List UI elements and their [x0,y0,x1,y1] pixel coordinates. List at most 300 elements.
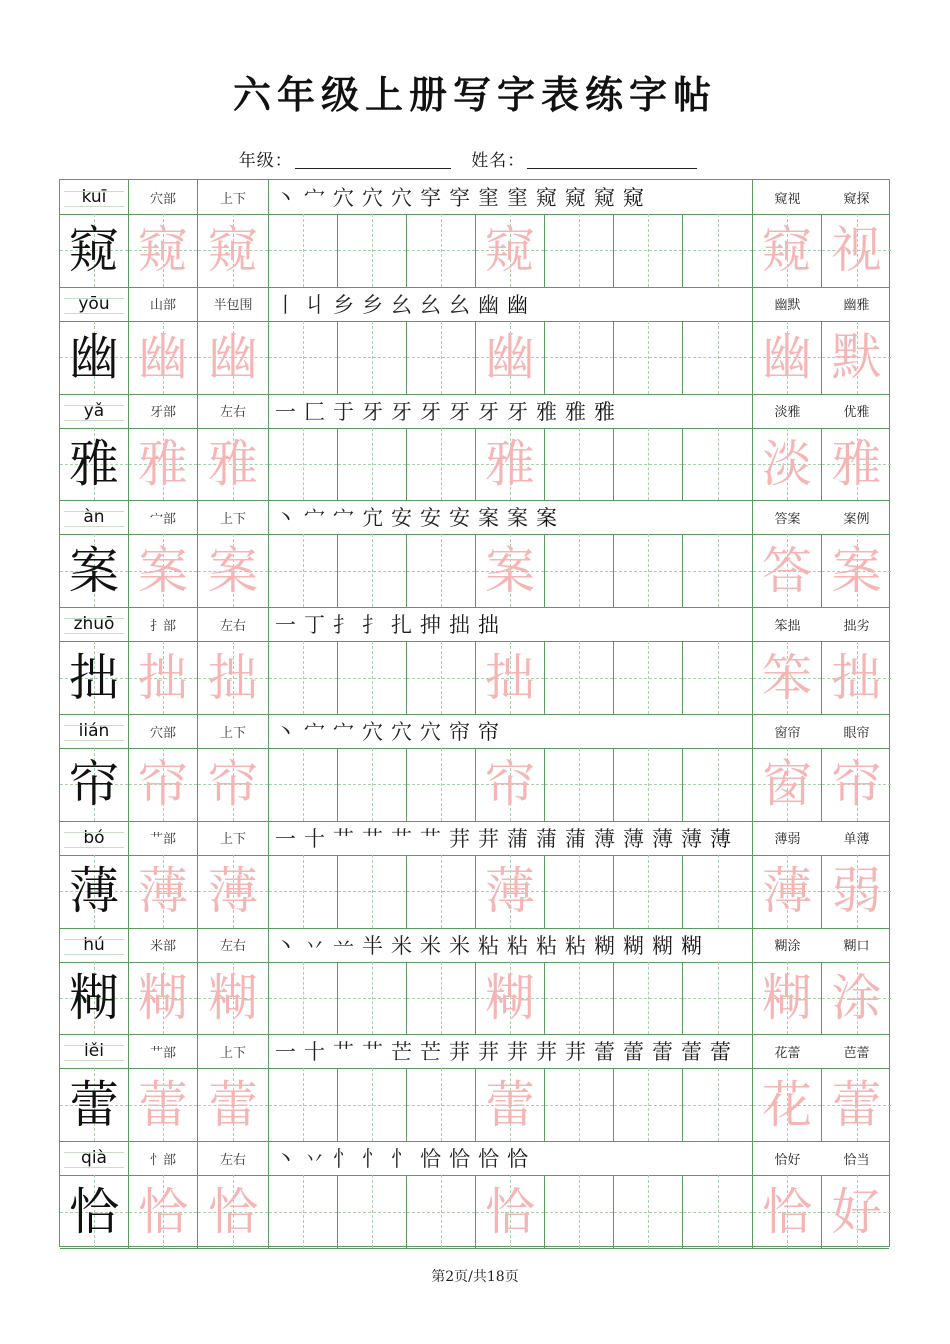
guide-line-v [441,1068,442,1141]
writing-box[interactable] [407,428,476,501]
guide-line-v [648,428,649,501]
writing-box[interactable] [338,321,407,394]
writing-box[interactable] [753,214,822,287]
model-character: 蕾 [69,1075,119,1134]
info-row [60,287,889,322]
trace-character: 帘 [208,755,258,814]
trace-character: 帘 [138,755,188,814]
radical-cell [129,607,198,641]
stroke-step: 恰 [478,1147,500,1172]
guide-line-v [441,1175,442,1248]
writing-box[interactable] [545,962,614,1035]
character-entry [60,928,889,1035]
structure-cell [198,180,269,214]
example-words [753,607,891,641]
writing-box[interactable] [822,855,891,928]
writing-box[interactable] [129,962,198,1035]
stroke-order [269,180,753,214]
writing-box[interactable] [407,1068,476,1141]
structure-cell [198,1141,269,1175]
writing-box[interactable] [198,1068,269,1141]
structure-cell-text: 左右 [219,939,246,955]
stroke-step: 茾 [507,1040,529,1065]
writing-box[interactable] [683,962,753,1035]
writing-box[interactable] [545,855,614,928]
guide-line-v [372,748,373,821]
writing-box[interactable] [545,534,614,607]
stroke-step: 蕾 [594,1040,616,1065]
writing-box[interactable] [269,534,338,607]
writing-box[interactable] [476,428,545,501]
writing-box[interactable] [129,214,198,287]
word-trace-character: 薄 [762,862,812,921]
writing-box[interactable] [198,748,269,821]
writing-box[interactable] [753,321,822,394]
pinyin-cell-text: zhuō [73,614,115,635]
info-row [60,500,889,535]
writing-box[interactable] [753,748,822,821]
stroke-step: 穴 [333,186,355,210]
word-trace-character: 窗 [762,755,812,814]
radical-cell-text: 牙部 [149,405,176,421]
writing-box[interactable] [614,214,683,287]
stroke-step: 一 [275,613,297,638]
stroke-step: 丁 [304,613,326,638]
stroke-step: 艹 [333,826,355,851]
guide-line-v [372,855,373,928]
writing-box[interactable] [407,641,476,714]
writing-box[interactable] [476,748,545,821]
stroke-step: 幺 [449,292,471,317]
writing-box[interactable] [476,1068,545,1141]
structure-cell [198,821,269,855]
writing-box[interactable] [683,321,753,394]
writing-box[interactable] [545,1175,614,1248]
trace-character: 薄 [485,862,535,921]
info-row [60,607,889,642]
stroke-step: 茾 [449,826,471,851]
pinyin-cell-text: àn [83,507,105,528]
stroke-step: 窥 [594,186,616,210]
writing-box[interactable] [129,321,198,394]
radical-cell [129,394,198,428]
writing-box[interactable] [198,321,269,394]
stroke-step: 窥 [623,186,645,210]
stroke-step: 一 [275,399,297,424]
writing-box[interactable] [60,855,129,928]
character-entry [60,500,889,607]
example-word: 糊涂 [774,939,801,955]
example-words [753,714,891,748]
stroke-step: 案 [507,506,529,531]
structure-cell-text: 上下 [219,511,246,527]
structure-cell-text: 上下 [219,1045,246,1061]
stroke-step: 扎 [391,613,413,638]
stroke-step: 丶 [275,720,297,744]
writing-box[interactable] [683,534,753,607]
trace-character: 幽 [208,328,258,387]
writing-box[interactable] [822,534,891,607]
guide-line-v [718,1068,719,1141]
stroke-step: 幽 [478,292,500,317]
writing-box[interactable] [683,855,753,928]
stroke-step: 安 [420,506,442,531]
pinyin-cell [60,287,129,321]
radical-cell [129,928,198,962]
writing-box[interactable] [614,1068,683,1141]
writing-grid [60,962,889,1036]
trace-character: 拙 [485,648,535,707]
stroke-step: 蕾 [652,1040,674,1065]
writing-grid [60,534,889,608]
guide-line-v [579,428,580,501]
writing-box[interactable] [407,748,476,821]
example-word: 单薄 [843,832,870,848]
writing-box[interactable] [269,748,338,821]
guide-line-v [579,321,580,394]
stroke-step: 薄 [623,826,645,851]
stroke-step: 宂 [362,506,384,531]
writing-box[interactable] [129,1068,198,1141]
word-trace-character: 蕾 [831,1075,882,1134]
stroke-step: 牙 [362,399,384,424]
trace-character: 蕾 [138,1075,188,1134]
writing-box[interactable] [614,428,683,501]
pinyin-cell [60,821,129,855]
guide-line-v [648,748,649,821]
guide-line-v [579,1068,580,1141]
guide-line-v [303,1175,304,1248]
pinyin-cell [60,607,129,641]
writing-box[interactable] [338,962,407,1035]
stroke-step: 窥 [536,186,558,210]
character-entry [60,394,889,501]
stroke-order [269,287,753,321]
guide-line-v [372,534,373,607]
info-row [60,1141,889,1176]
model-character: 恰 [69,1182,119,1241]
guide-line-v [372,428,373,501]
writing-box[interactable] [476,534,545,607]
writing-box[interactable] [129,748,198,821]
word-trace-character: 花 [762,1075,812,1134]
word-trace-character: 案 [831,541,882,600]
writing-box[interactable] [545,1068,614,1141]
model-character: 薄 [69,862,119,921]
word-trace-character: 雅 [831,434,882,493]
stroke-step: 穻 [449,186,471,210]
writing-box[interactable] [269,641,338,714]
stroke-step: 粘 [507,933,529,958]
writing-grid [60,428,889,502]
radical-cell-text: 扌部 [149,618,176,634]
writing-box[interactable] [129,428,198,501]
stroke-step: 拙 [449,613,471,638]
trace-character: 窥 [485,221,535,280]
example-words [753,1141,891,1175]
writing-box[interactable] [614,1175,683,1248]
student-fields [0,146,950,171]
stroke-step: 牙 [420,399,442,424]
stroke-step: 芒 [391,1040,413,1065]
writing-box[interactable] [407,534,476,607]
writing-box[interactable] [753,1068,822,1141]
guide-line-v [441,214,442,287]
pinyin-cell-text: bó [83,827,105,848]
radical-cell [129,1034,198,1068]
writing-box[interactable] [614,855,683,928]
stroke-step: 艹 [362,1040,384,1065]
stroke-order [269,607,753,641]
pinyin-cell [60,1141,129,1175]
info-row [60,180,889,215]
example-words [753,500,891,534]
stroke-step: 十 [304,1040,326,1065]
stroke-step: 茾 [449,1040,471,1065]
writing-box[interactable] [683,428,753,501]
stroke-step: 案 [536,506,558,531]
stroke-step: 粘 [536,933,558,958]
writing-box[interactable] [198,214,269,287]
trace-character: 雅 [485,434,535,493]
writing-box[interactable] [614,748,683,821]
writing-box[interactable] [60,1068,129,1141]
writing-box[interactable] [407,962,476,1035]
writing-box[interactable] [129,534,198,607]
stroke-step: 芒 [420,1040,442,1065]
trace-character: 帘 [485,755,535,814]
writing-box[interactable] [614,534,683,607]
writing-box[interactable] [822,214,891,287]
example-word: 案例 [843,511,870,527]
writing-box[interactable] [60,748,129,821]
writing-box[interactable] [822,428,891,501]
trace-character: 薄 [208,862,258,921]
writing-box[interactable] [683,1175,753,1248]
writing-box[interactable] [545,321,614,394]
stroke-step: 蕾 [681,1040,703,1065]
writing-box[interactable] [407,855,476,928]
writing-box[interactable] [753,1175,822,1248]
stroke-step: 乡 [333,292,355,317]
writing-box[interactable] [338,534,407,607]
guide-line-v [579,534,580,607]
writing-box[interactable] [476,641,545,714]
writing-box[interactable] [338,1068,407,1141]
word-trace-character: 窥 [762,221,812,280]
writing-box[interactable] [198,855,269,928]
writing-box[interactable] [198,428,269,501]
stroke-step: 忄 [362,1147,384,1172]
writing-box[interactable] [338,1175,407,1248]
stroke-step: 帘 [449,720,471,744]
writing-box[interactable] [198,1175,269,1248]
writing-box[interactable] [476,214,545,287]
radical-cell [129,714,198,748]
word-trace-character: 笨 [762,648,812,707]
stroke-step: 帘 [478,720,500,744]
writing-box[interactable] [60,962,129,1035]
writing-box[interactable] [129,641,198,714]
guide-line-v [441,748,442,821]
guide-line-v [718,962,719,1035]
writing-box[interactable] [269,1068,338,1141]
writing-box[interactable] [753,962,822,1035]
writing-box[interactable] [407,214,476,287]
example-words [753,1034,891,1068]
writing-box[interactable] [129,855,198,928]
writing-box[interactable] [60,214,129,287]
trace-character: 幽 [138,328,188,387]
word-trace-character: 恰 [762,1182,812,1241]
example-word: 窗帘 [774,725,801,741]
word-trace-character: 视 [831,221,882,280]
writing-box[interactable] [60,1175,129,1248]
example-word: 窥探 [843,191,870,207]
stroke-step: 半 [362,933,384,958]
writing-box[interactable] [269,428,338,501]
writing-box[interactable] [753,534,822,607]
page-footer: 第2页/共18页 [431,1269,519,1285]
structure-cell-text: 上下 [219,832,246,848]
writing-box[interactable] [545,748,614,821]
name-blank[interactable] [527,150,697,169]
guide-line-v [303,428,304,501]
writing-box[interactable] [545,641,614,714]
stroke-step: 米 [391,933,413,958]
guide-line-v [441,855,442,928]
guide-line-v [441,962,442,1035]
structure-cell [198,394,269,428]
writing-box[interactable] [60,321,129,394]
stroke-step: 窐 [507,186,529,210]
writing-box[interactable] [198,534,269,607]
writing-box[interactable] [822,962,891,1035]
writing-box[interactable] [338,428,407,501]
stroke-step: 忄 [391,1147,413,1172]
stroke-order [269,1141,753,1175]
guide-line-v [441,534,442,607]
writing-box[interactable] [338,214,407,287]
writing-box[interactable] [407,1175,476,1248]
writing-box[interactable] [545,214,614,287]
character-entry [60,180,889,287]
writing-box[interactable] [822,641,891,714]
writing-box[interactable] [753,428,822,501]
writing-box[interactable] [683,748,753,821]
writing-box[interactable] [822,1175,891,1248]
structure-cell-text: 左右 [219,1152,246,1168]
example-word: 薄弱 [774,832,801,848]
writing-box[interactable] [198,641,269,714]
writing-grid [60,1175,889,1249]
stroke-step: 窥 [565,186,587,210]
word-trace-character: 淡 [762,434,812,493]
info-row [60,394,889,429]
writing-box[interactable] [60,428,129,501]
pinyin-cell [60,180,129,214]
writing-box[interactable] [476,1175,545,1248]
practice-sheet [59,179,890,1247]
stroke-step: 䒑 [333,933,355,958]
guide-line-v [718,428,719,501]
grade-label: 年级： [238,151,293,171]
guide-line-v [718,321,719,394]
writing-box[interactable] [683,641,753,714]
writing-box[interactable] [269,214,338,287]
structure-cell [198,607,269,641]
pinyin-cell-text: lián [78,721,110,741]
guide-line-v [718,641,719,714]
guide-line-v [372,1068,373,1141]
stroke-step: 茾 [478,826,500,851]
writing-box[interactable] [753,641,822,714]
writing-box[interactable] [269,321,338,394]
writing-box[interactable] [476,855,545,928]
stroke-step: 雅 [536,399,558,424]
guide-line-v [303,214,304,287]
guide-line-v [372,962,373,1035]
pinyin-cell [60,500,129,534]
writing-box[interactable] [129,1175,198,1248]
model-character: 幽 [69,328,119,387]
writing-box[interactable] [476,321,545,394]
writing-box[interactable] [476,962,545,1035]
writing-box[interactable] [683,1068,753,1141]
writing-box[interactable] [822,748,891,821]
guide-line-v [579,748,580,821]
stroke-step: 牙 [449,399,471,424]
stroke-step: 蕾 [623,1040,645,1065]
writing-box[interactable] [198,962,269,1035]
character-entry [60,1141,889,1248]
writing-box[interactable] [338,641,407,714]
model-character: 拙 [69,648,119,707]
writing-box[interactable] [545,428,614,501]
example-word: 淡雅 [774,405,801,421]
stroke-step: 穴 [391,186,413,210]
stroke-step: 拙 [478,613,500,638]
writing-box[interactable] [338,855,407,928]
writing-box[interactable] [614,321,683,394]
writing-box[interactable] [822,1068,891,1141]
writing-box[interactable] [614,962,683,1035]
stroke-step: 丷 [304,933,326,958]
radical-cell [129,1141,198,1175]
writing-box[interactable] [822,321,891,394]
writing-box[interactable] [753,855,822,928]
stroke-step: 穴 [391,720,413,744]
writing-box[interactable] [269,855,338,928]
writing-box[interactable] [269,962,338,1035]
model-character: 帘 [69,755,119,814]
writing-box[interactable] [269,1175,338,1248]
structure-cell [198,714,269,748]
writing-box[interactable] [407,321,476,394]
stroke-step: 牙 [478,399,500,424]
character-entry [60,287,889,394]
writing-box[interactable] [614,641,683,714]
writing-box[interactable] [60,534,129,607]
radical-cell-text: 宀部 [149,511,176,527]
writing-box[interactable] [683,214,753,287]
guide-line-v [372,1175,373,1248]
writing-box[interactable] [338,748,407,821]
guide-line-v [648,1175,649,1248]
writing-box[interactable] [60,641,129,714]
grade-blank[interactable] [295,150,451,169]
example-words [753,287,891,321]
